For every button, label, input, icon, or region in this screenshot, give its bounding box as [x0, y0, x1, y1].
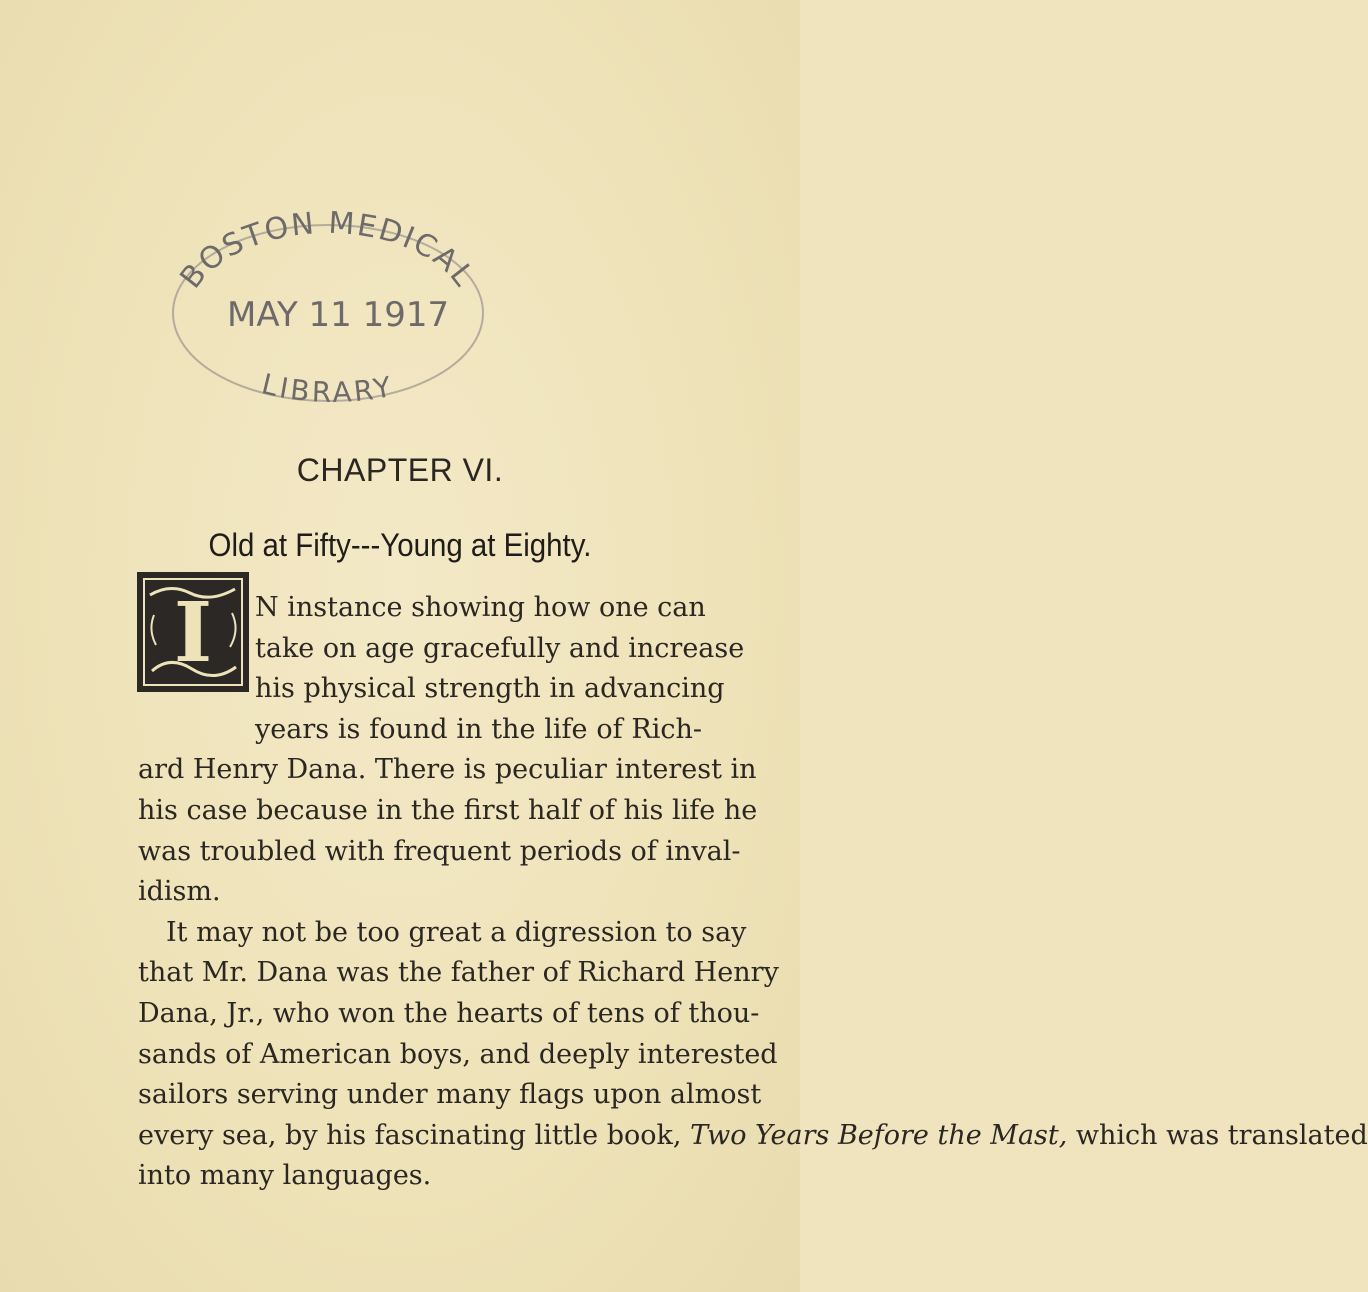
- text-line: years is found in the life of Rich-: [255, 713, 702, 745]
- body-text: [138, 588, 1368, 1197]
- text-line: It may not be too great a digression to say: [166, 916, 747, 948]
- chapter-title: Old at Fifty---Young at Eighty.: [208, 527, 592, 563]
- stamp-date: MAY 11 1917: [227, 295, 450, 335]
- text-line: his case because in the first half of his life he: [138, 794, 758, 826]
- text-line: idism.: [138, 876, 221, 908]
- text-line: [138, 1116, 1368, 1157]
- text-segment: which was translated: [1075, 1119, 1368, 1151]
- text-line: that Mr. Dana was the father of Richard Henry: [138, 957, 779, 989]
- text-line: take on age gracefully and increase: [255, 632, 745, 664]
- stamp-top-text: BOSTON MEDICAL: [173, 208, 482, 296]
- text-line: was troubled with frequent periods of inval-: [138, 835, 741, 867]
- text-line: into many languages.: [138, 1160, 432, 1192]
- text-line: Dana, Jr., who won the hearts of tens of thou-: [138, 997, 760, 1029]
- book-title: Two Years Before the Mast,: [690, 1119, 1068, 1151]
- initial-letter: I: [173, 585, 213, 681]
- text-segment: every sea, by his fascinating little book,: [138, 1119, 682, 1151]
- text-line: N instance showing how one can: [255, 592, 706, 623]
- library-stamp: [163, 208, 493, 408]
- library-stamp-graphic: [163, 208, 493, 408]
- text-line: sailors serving under many flags upon almost: [138, 1079, 762, 1111]
- text-line: his physical strength in advancing: [255, 673, 725, 705]
- stamp-bottom-text: LIBRARY: [258, 367, 397, 408]
- chapter-number: CHAPTER VI.: [296, 452, 504, 488]
- text-line: ard Henry Dana. There is peculiar interest in: [138, 754, 757, 786]
- text-line: sands of American boys, and deeply interested: [138, 1038, 778, 1070]
